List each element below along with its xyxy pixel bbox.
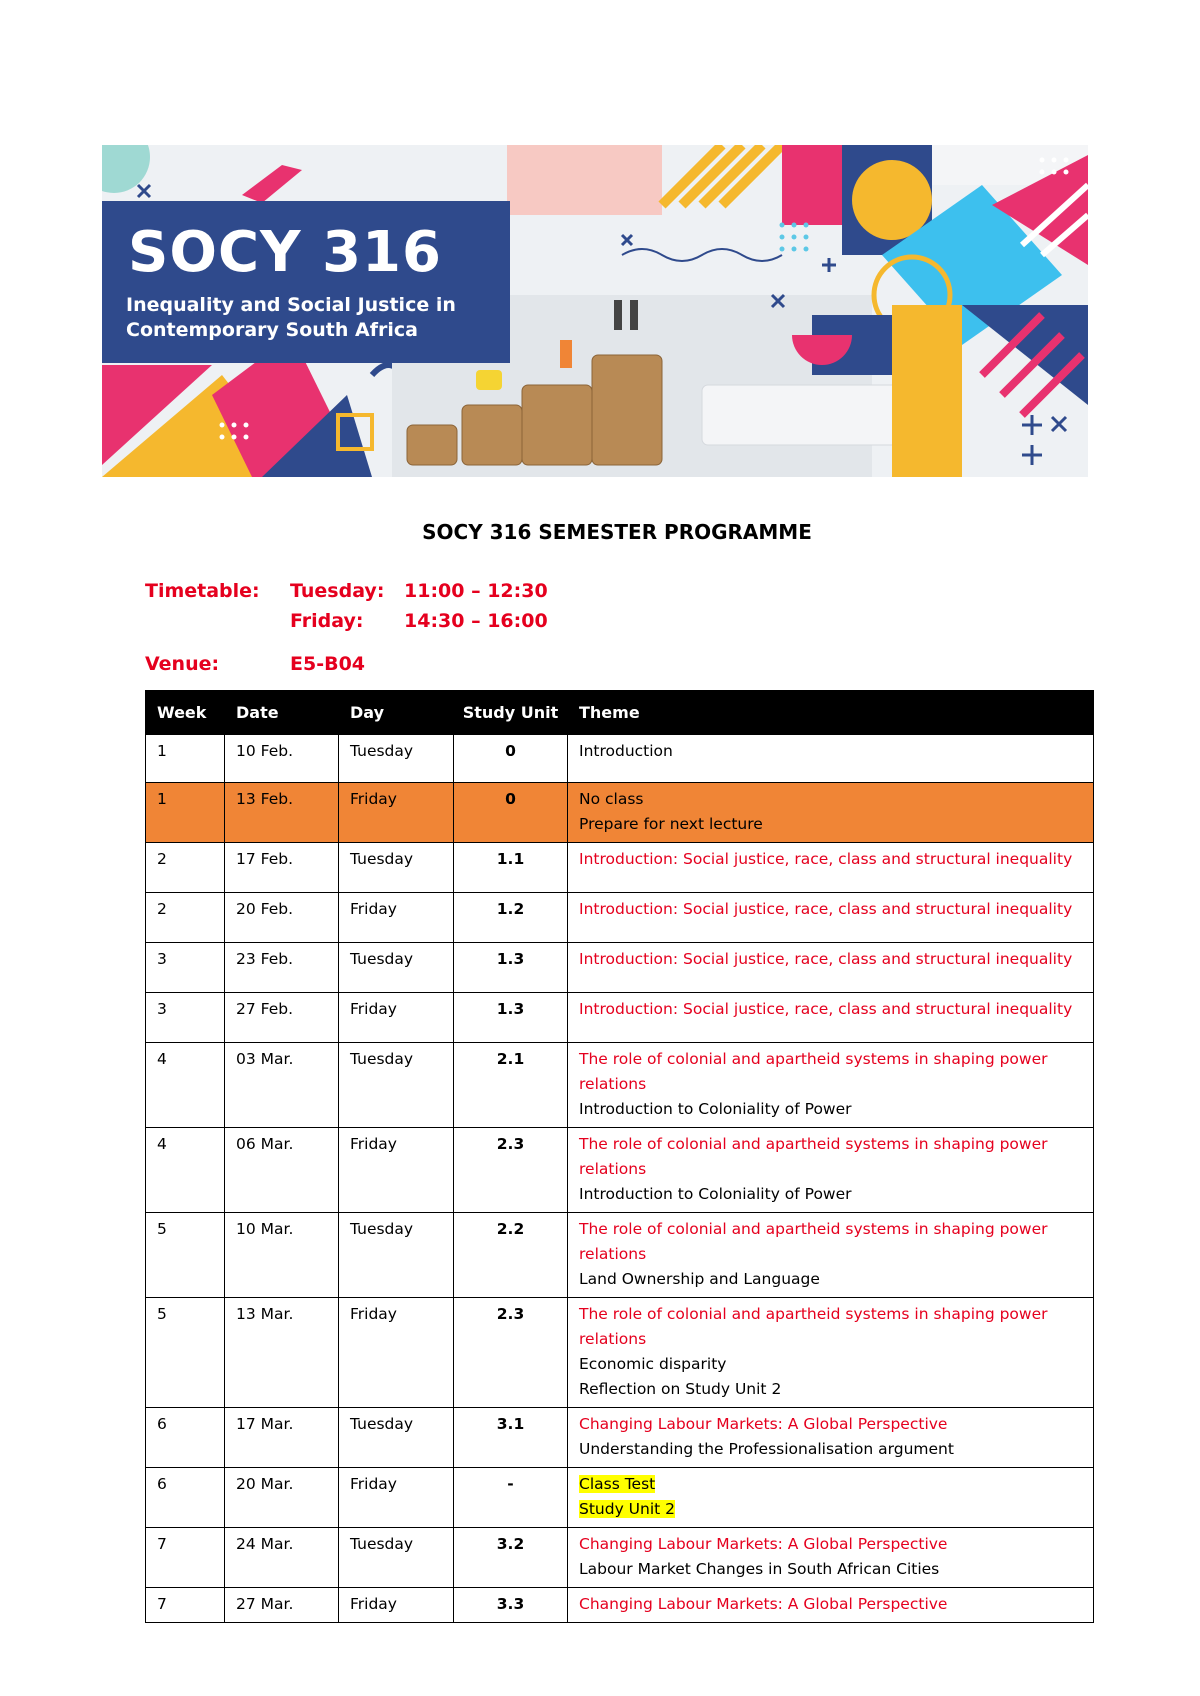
header-study-unit: Study Unit bbox=[454, 691, 568, 735]
cell-week: 2 bbox=[146, 893, 225, 943]
header-week: Week bbox=[146, 691, 225, 735]
header-date: Date bbox=[225, 691, 339, 735]
cell-date: 06 Mar. bbox=[225, 1128, 339, 1213]
cell-day: Tuesday bbox=[339, 943, 454, 993]
cell-theme bbox=[568, 893, 1094, 943]
table-row bbox=[146, 943, 1094, 993]
cell-study-unit: 1.1 bbox=[454, 843, 568, 893]
theme-line: Introduction to Coloniality of Power bbox=[579, 1185, 852, 1203]
cell-study-unit: 3.2 bbox=[454, 1528, 568, 1588]
cell-week: 5 bbox=[146, 1213, 225, 1298]
theme-line: Changing Labour Markets: A Global Perspective bbox=[579, 1535, 948, 1553]
theme-line: Class Test bbox=[579, 1475, 656, 1493]
cell-week: 4 bbox=[146, 1128, 225, 1213]
theme-line: No class bbox=[579, 790, 644, 808]
cell-study-unit: - bbox=[454, 1468, 568, 1528]
cell-date: 27 Feb. bbox=[225, 993, 339, 1043]
cell-theme bbox=[568, 1298, 1094, 1408]
cell-study-unit: 3.1 bbox=[454, 1408, 568, 1468]
cell-week: 1 bbox=[146, 783, 225, 843]
cell-study-unit: 0 bbox=[454, 783, 568, 843]
cell-study-unit: 2.1 bbox=[454, 1043, 568, 1128]
cell-date: 24 Mar. bbox=[225, 1528, 339, 1588]
course-banner bbox=[102, 145, 1088, 477]
theme-line: Prepare for next lecture bbox=[579, 815, 763, 833]
cell-week: 3 bbox=[146, 943, 225, 993]
cell-day: Tuesday bbox=[339, 1043, 454, 1128]
cell-week: 5 bbox=[146, 1298, 225, 1408]
table-row bbox=[146, 843, 1094, 893]
cell-day: Friday bbox=[339, 1468, 454, 1528]
table-row bbox=[146, 1298, 1094, 1408]
cell-theme bbox=[568, 735, 1094, 783]
cell-theme bbox=[568, 1528, 1094, 1588]
banner-course-code: SOCY 316 bbox=[128, 220, 442, 285]
theme-line: Introduction bbox=[579, 742, 673, 760]
cell-theme bbox=[568, 1043, 1094, 1128]
cell-day: Friday bbox=[339, 783, 454, 843]
cell-date: 10 Mar. bbox=[225, 1213, 339, 1298]
cell-day: Friday bbox=[339, 993, 454, 1043]
cell-theme bbox=[568, 1128, 1094, 1213]
cell-theme bbox=[568, 1213, 1094, 1298]
timetable-time-1: 11:00 – 12:30 bbox=[404, 580, 548, 602]
document-title: SOCY 316 SEMESTER PROGRAMME bbox=[422, 520, 812, 544]
timetable-day-2: Friday: bbox=[290, 610, 364, 632]
table-row bbox=[146, 783, 1094, 843]
theme-line: Introduction: Social justice, race, class and structural inequality bbox=[579, 900, 1073, 918]
theme-line: Introduction: Social justice, race, class and structural inequality bbox=[579, 950, 1073, 968]
cell-theme bbox=[568, 1588, 1094, 1623]
cell-week: 7 bbox=[146, 1528, 225, 1588]
cell-week: 6 bbox=[146, 1408, 225, 1468]
cell-theme bbox=[568, 783, 1094, 843]
theme-line: The role of colonial and apartheid systems in shaping power relations bbox=[579, 1135, 1048, 1178]
table-row bbox=[146, 1588, 1094, 1623]
programme-table bbox=[145, 690, 1094, 1623]
cell-day: Tuesday bbox=[339, 1408, 454, 1468]
cell-day: Friday bbox=[339, 893, 454, 943]
cell-day: Tuesday bbox=[339, 843, 454, 893]
theme-line: Introduction: Social justice, race, class and structural inequality bbox=[579, 850, 1073, 868]
theme-line: Study Unit 2 bbox=[579, 1500, 676, 1518]
cell-theme bbox=[568, 993, 1094, 1043]
theme-line: The role of colonial and apartheid systems in shaping power relations bbox=[579, 1305, 1048, 1348]
cell-week: 4 bbox=[146, 1043, 225, 1128]
theme-line: Changing Labour Markets: A Global Perspective bbox=[579, 1595, 948, 1613]
theme-line: Understanding the Professionalisation argument bbox=[579, 1440, 954, 1458]
banner-title-box bbox=[102, 201, 510, 363]
cell-theme bbox=[568, 843, 1094, 893]
cell-study-unit: 1.3 bbox=[454, 993, 568, 1043]
cell-study-unit: 2.2 bbox=[454, 1213, 568, 1298]
cell-week: 3 bbox=[146, 993, 225, 1043]
cell-study-unit: 0 bbox=[454, 735, 568, 783]
cell-study-unit: 2.3 bbox=[454, 1298, 568, 1408]
cell-study-unit: 1.2 bbox=[454, 893, 568, 943]
theme-line: Introduction to Coloniality of Power bbox=[579, 1100, 852, 1118]
theme-line: Economic disparity bbox=[579, 1355, 727, 1373]
banner-course-subtitle: Inequality and Social Justice in Contemporary South Africa bbox=[126, 294, 456, 341]
cell-day: Friday bbox=[339, 1298, 454, 1408]
theme-line: Introduction: Social justice, race, class and structural inequality bbox=[579, 1000, 1073, 1018]
table-row bbox=[146, 893, 1094, 943]
theme-line: Land Ownership and Language bbox=[579, 1270, 820, 1288]
table-row bbox=[146, 735, 1094, 783]
cell-date: 17 Feb. bbox=[225, 843, 339, 893]
cell-day: Tuesday bbox=[339, 735, 454, 783]
cell-week: 1 bbox=[146, 735, 225, 783]
cell-date: 20 Feb. bbox=[225, 893, 339, 943]
cell-week: 7 bbox=[146, 1588, 225, 1623]
cell-study-unit: 1.3 bbox=[454, 943, 568, 993]
cell-theme bbox=[568, 943, 1094, 993]
table-row bbox=[146, 1043, 1094, 1128]
table-row bbox=[146, 1468, 1094, 1528]
cell-date: 03 Mar. bbox=[225, 1043, 339, 1128]
cell-date: 13 Feb. bbox=[225, 783, 339, 843]
cell-theme bbox=[568, 1408, 1094, 1468]
table-row bbox=[146, 1408, 1094, 1468]
table-row bbox=[146, 1213, 1094, 1298]
table-body bbox=[146, 735, 1094, 1623]
theme-line: Changing Labour Markets: A Global Perspective bbox=[579, 1415, 948, 1433]
theme-line: The role of colonial and apartheid systems in shaping power relations bbox=[579, 1220, 1048, 1263]
cell-day: Friday bbox=[339, 1128, 454, 1213]
cell-date: 17 Mar. bbox=[225, 1408, 339, 1468]
timetable-day-1: Tuesday: bbox=[290, 580, 385, 602]
cell-week: 6 bbox=[146, 1468, 225, 1528]
table-header-row bbox=[146, 691, 1094, 735]
cell-day: Tuesday bbox=[339, 1213, 454, 1298]
cell-study-unit: 2.3 bbox=[454, 1128, 568, 1213]
cell-date: 20 Mar. bbox=[225, 1468, 339, 1528]
theme-line: Reflection on Study Unit 2 bbox=[579, 1380, 782, 1398]
header-day: Day bbox=[339, 691, 454, 735]
cell-date: 13 Mar. bbox=[225, 1298, 339, 1408]
header-theme: Theme bbox=[568, 691, 1094, 735]
table-row bbox=[146, 1528, 1094, 1588]
cell-week: 2 bbox=[146, 843, 225, 893]
venue-value: E5-B04 bbox=[290, 653, 366, 675]
timetable-time-2: 14:30 – 16:00 bbox=[404, 610, 548, 632]
cell-day: Tuesday bbox=[339, 1528, 454, 1588]
table-row bbox=[146, 1128, 1094, 1213]
theme-line: The role of colonial and apartheid systems in shaping power relations bbox=[579, 1050, 1048, 1093]
venue-label: Venue: bbox=[145, 653, 220, 675]
cell-day: Friday bbox=[339, 1588, 454, 1623]
cell-date: 23 Feb. bbox=[225, 943, 339, 993]
cell-date: 10 Feb. bbox=[225, 735, 339, 783]
timetable-label: Timetable: bbox=[145, 580, 260, 602]
table-row bbox=[146, 993, 1094, 1043]
cell-date: 27 Mar. bbox=[225, 1588, 339, 1623]
cell-study-unit: 3.3 bbox=[454, 1588, 568, 1623]
cell-theme bbox=[568, 1468, 1094, 1528]
theme-line: Labour Market Changes in South African Cities bbox=[579, 1560, 940, 1578]
